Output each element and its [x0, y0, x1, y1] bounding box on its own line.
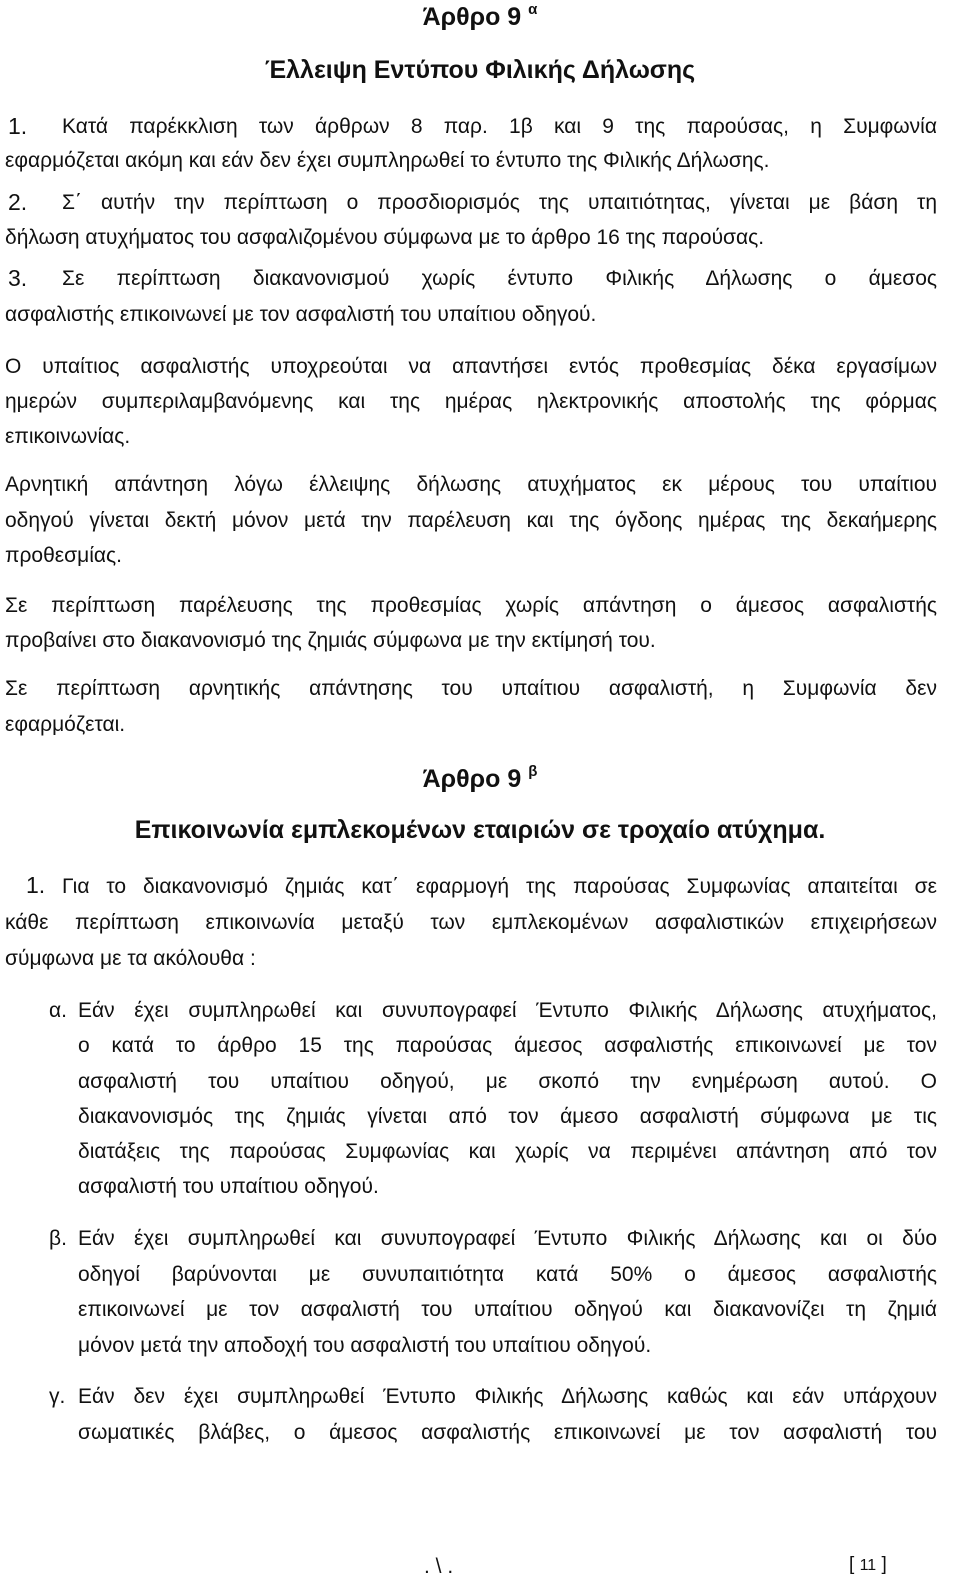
item-a-line-4: διακανονισμός της ζημιάς γίνεται από τον άμεσο ασφαλιστή σύμφωνα με τις [78, 1105, 937, 1128]
para-3-number: 3. [8, 265, 28, 291]
item-a-line-5: διατάξεις της παρούσας Συμφωνίας και χωρίς να περιμένει απάντηση από τον [78, 1140, 937, 1163]
item-b-marker: β. [49, 1227, 67, 1250]
page-number-close-bracket: ] [881, 1554, 887, 1575]
item-b-line-3: επικοινωνεί με τον ασφαλιστή του υπαίτιου οδηγού και διακανονίζει τη ζημιά [78, 1298, 937, 1321]
para-2-line-1: Σ΄ αυτήν την περίπτωση ο προσδιορισμός της υπαιτιότητας, γίνεται με βάση τη [62, 191, 937, 214]
para-7-line-2: εφαρμόζεται. [5, 713, 126, 736]
article-9a-title-text: Άρθρο 9 [422, 3, 522, 31]
article-9a-superscript: α [528, 1, 538, 18]
article-9b-title-text: Άρθρο 9 [422, 765, 522, 793]
b-para-1-line-3: σύμφωνα με τα ακόλουθα : [5, 947, 256, 970]
page-number [849, 1552, 887, 1579]
page-number-value: 11 [859, 1557, 877, 1574]
item-a-marker: α. [49, 999, 67, 1022]
item-b-line-4: μόνον μετά την αποδοχή του ασφαλιστή του υπαίτιου οδηγού. [78, 1334, 652, 1357]
para-4-line-1: Ο υπαίτιος ασφαλιστής υποχρεούται να απαντήσει εντός προθεσμίας δέκα εργασίμων [5, 355, 937, 378]
article-9a-title [0, 2, 960, 32]
para-7-line-1: Σε περίπτωση αρνητικής απάντησης του υπαίτιου ασφαλιστή, η Συμφωνία δεν [5, 677, 937, 700]
article-9b-subtitle: Επικοινωνία εμπλεκομένων εταιριών σε τροχαίο ατύχημα. [134, 816, 826, 844]
b-para-1-line-1: Για το διακανονισμό ζημιάς κατ΄ εφαρμογή της παρούσας Συμφωνίας απαιτείται σε [62, 875, 937, 898]
item-a-line-3: ασφαλιστή του υπαίτιου οδηγού, με σκοπό την ενημέρωση αυτού. Ο [78, 1070, 937, 1093]
article-9b-title [0, 764, 960, 794]
para-4-line-2: ημερών συμπεριλαμβανόμενης και της ημέρας ηλεκτρονικής αποστολής της φόρμας [5, 390, 937, 413]
para-5-line-3: προθεσμίας. [5, 544, 122, 567]
para-3-line-2: ασφαλιστής επικοινωνεί με τον ασφαλιστή του υπαίτιου οδηγού. [5, 303, 597, 326]
para-3-line-1: Σε περίπτωση διακανονισμού χωρίς έντυπο Φιλικής Δήλωσης ο άμεσος [62, 267, 937, 290]
b-para-1-number: 1. [26, 872, 46, 898]
page-number-open-bracket: [ [849, 1554, 855, 1575]
footer-mark: . \ . [424, 1555, 454, 1578]
b-para-1-line-2: κάθε περίπτωση επικοινωνία μεταξύ των εμπλεκομένων ασφαλιστικών επιχειρήσεων [5, 911, 937, 934]
para-6-line-2: προβαίνει στο διακανονισμό της ζημιάς σύμφωνα με την εκτίμησή του. [5, 629, 656, 652]
para-1-line-1: Κατά παρέκκλιση των άρθρων 8 παρ. 1β και 9 της παρούσας, η Συμφωνία [62, 115, 937, 138]
item-c-line-1: Εάν δεν έχει συμπληρωθεί Έντυπο Φιλικής Δήλωσης καθώς και εάν υπάρχουν [78, 1385, 937, 1408]
item-b-line-1: Εάν έχει συμπληρωθεί και συνυπογραφεί Έντυπο Φιλικής Δήλωσης και οι δύο [78, 1227, 937, 1250]
para-5-line-1: Αρνητική απάντηση λόγω έλλειψης δήλωσης ατυχήματος εκ μέρους του υπαίτιου [5, 473, 937, 496]
para-1-line-2: εφαρμόζεται ακόμη και εάν δεν έχει συμπληρωθεί το έντυπο της Φιλικής Δήλωσης. [5, 149, 770, 172]
para-2-line-2: δήλωση ατυχήματος του ασφαλιζομένου σύμφωνα με το άρθρο 16 της παρούσας. [5, 226, 765, 249]
para-1-number: 1. [8, 113, 28, 139]
article-9a-subtitle: Έλλειψη Εντύπου Φιλικής Δήλωσης [264, 56, 696, 84]
article-9b-superscript: β [528, 763, 538, 780]
para-5-line-2: οδηγού γίνεται δεκτή μόνον μετά την παρέλευση και της όγδοης ημέρας της δεκαήμερης [5, 509, 937, 532]
item-b-line-2: οδηγοί βαρύνονται με συνυπαιτιότητα κατά 50% ο άμεσος ασφαλιστής [78, 1263, 937, 1286]
item-c-line-2: σωματικές βλάβες, ο άμεσος ασφαλιστής επικοινωνεί με τον ασφαλιστή του [78, 1421, 937, 1444]
para-6-line-1: Σε περίπτωση παρέλευσης της προθεσμίας χωρίς απάντηση ο άμεσος ασφαλιστής [5, 594, 937, 617]
item-a-line-2: ο κατά το άρθρο 15 της παρούσας άμεσος ασφαλιστής επικοινωνεί με τον [78, 1034, 937, 1057]
item-a-line-6: ασφαλιστή του υπαίτιου οδηγού. [78, 1175, 379, 1198]
para-4-line-3: επικοινωνίας. [5, 425, 131, 448]
item-c-marker: γ. [49, 1385, 66, 1408]
para-2-number: 2. [8, 189, 28, 215]
item-a-line-1: Εάν έχει συμπληρωθεί και συνυπογραφεί Έντυπο Φιλικής Δήλωσης ατυχήματος, [78, 999, 937, 1022]
